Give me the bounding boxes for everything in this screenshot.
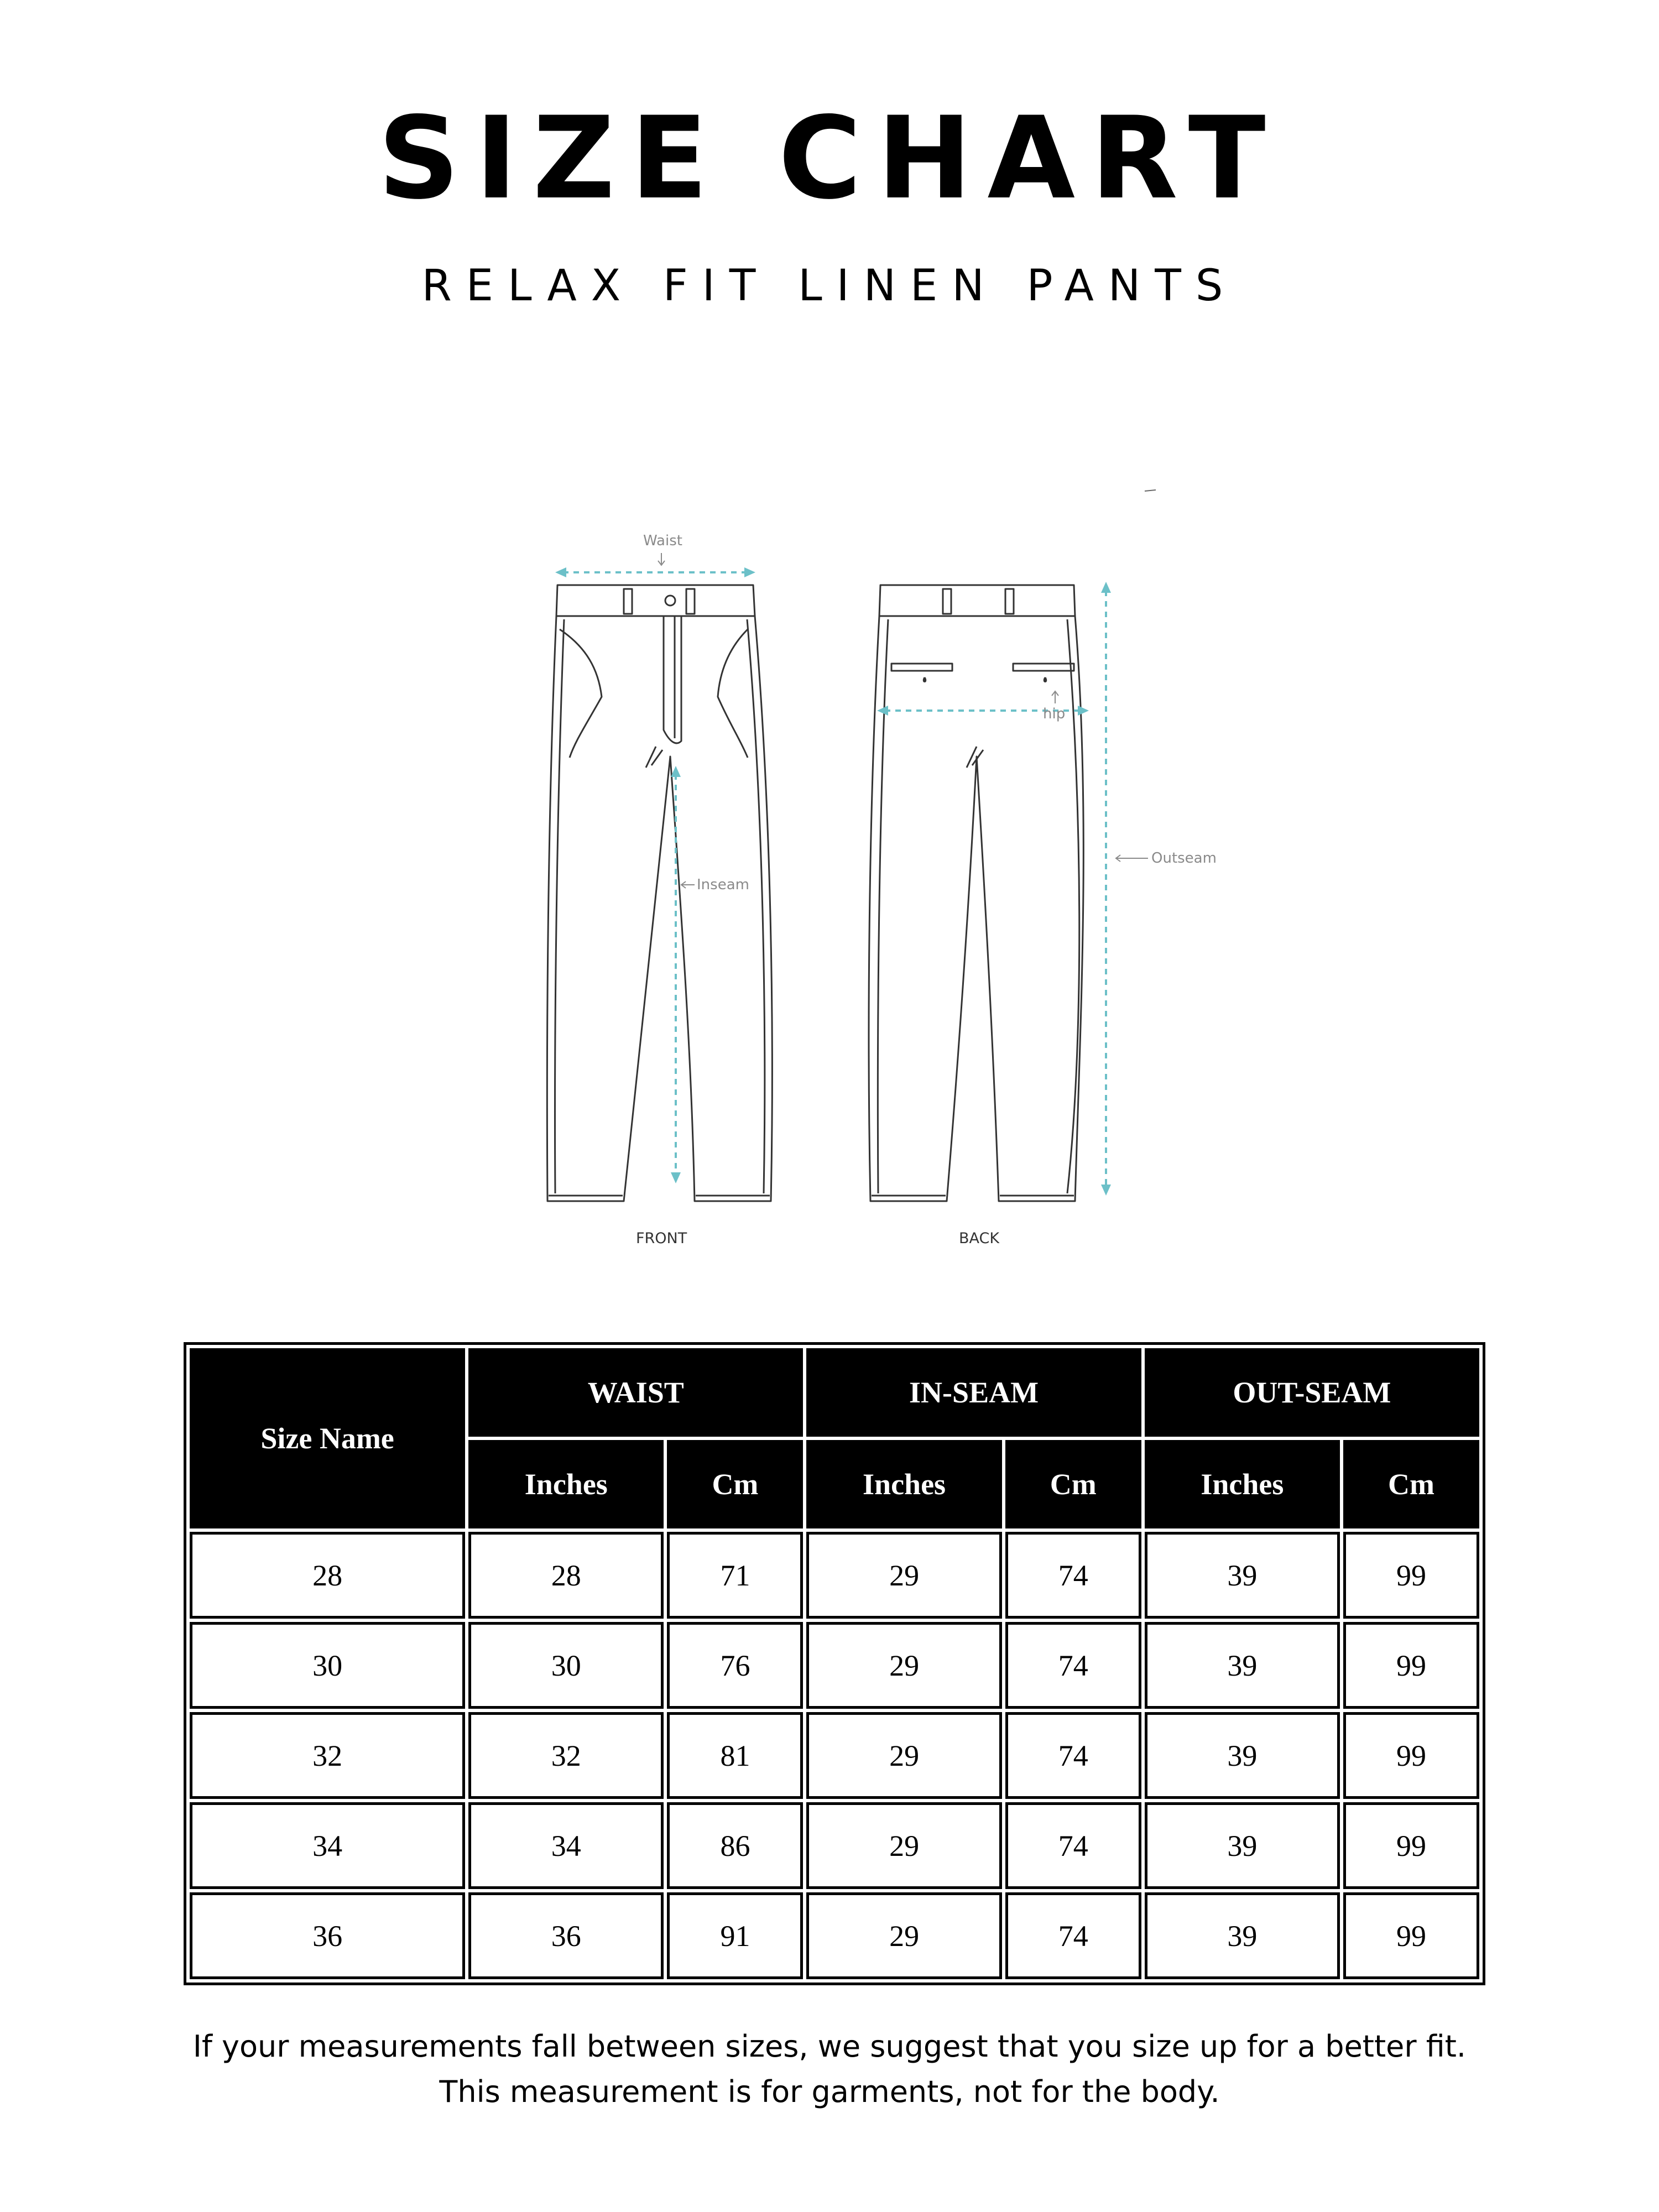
waist-cm-cell: 81 [667, 1712, 803, 1799]
waist-inches-cell: 28 [468, 1532, 664, 1619]
outseam-inches-header: Inches [1145, 1440, 1340, 1528]
waist-inches-cell: 32 [468, 1712, 664, 1799]
outseam-cm-cell: 99 [1343, 1532, 1479, 1619]
outseam-inches-cell: 39 [1145, 1712, 1340, 1799]
inseam-inches-cell: 29 [806, 1802, 1001, 1889]
waist-cm-cell: 91 [667, 1892, 803, 1979]
outseam-inches-cell: 39 [1145, 1802, 1340, 1889]
size-name-header: Size Name [190, 1348, 465, 1528]
size-table-header [190, 1348, 1479, 1528]
outseam-cm-cell: 99 [1343, 1892, 1479, 1979]
size-cell: 36 [190, 1892, 465, 1979]
inseam-cm-cell: 74 [1005, 1712, 1141, 1799]
back-view-label: BACK [959, 1230, 1000, 1247]
front-pants-drawing [547, 585, 772, 1201]
waist-label: Waist [643, 533, 682, 549]
inseam-inches-cell: 29 [806, 1892, 1001, 1979]
inseam-inches-cell: 29 [806, 1622, 1001, 1709]
size-cell: 34 [190, 1802, 465, 1889]
outseam-cm-cell: 99 [1343, 1712, 1479, 1799]
inseam-cm-cell: 74 [1005, 1892, 1141, 1979]
waist-inches-cell: 34 [468, 1802, 664, 1889]
inseam-cm-header: Cm [1005, 1440, 1141, 1528]
waist-inches-cell: 36 [468, 1892, 664, 1979]
inseam-group-header: IN-SEAM [806, 1348, 1141, 1437]
page-title: SIZE CHART [378, 93, 1281, 225]
waist-cm-header: Cm [667, 1440, 803, 1528]
size-cell: 28 [190, 1532, 465, 1619]
outseam-inches-cell: 39 [1145, 1622, 1340, 1709]
table-row [190, 1622, 1479, 1709]
size-cell: 32 [190, 1712, 465, 1799]
pants-diagram [0, 487, 1659, 1272]
fit-note-line-2: This measurement is for garments, not for the body. [439, 2074, 1220, 2109]
waist-inches-cell: 30 [468, 1622, 664, 1709]
hip-label: hip [1043, 706, 1066, 722]
inseam-inches-header: Inches [806, 1440, 1001, 1528]
outseam-group-header: OUT-SEAM [1145, 1348, 1479, 1437]
table-row [190, 1892, 1479, 1979]
outseam-label: Outseam [1151, 850, 1217, 867]
fit-note-line-1: If your measurements fall between sizes, we suggest that you size up for a better fit. [192, 2029, 1467, 2064]
table-row [190, 1802, 1479, 1889]
inseam-cm-cell: 74 [1005, 1622, 1141, 1709]
waist-inches-header: Inches [468, 1440, 664, 1528]
waist-cm-cell: 86 [667, 1802, 803, 1889]
inseam-inches-cell: 29 [806, 1712, 1001, 1799]
size-cell: 30 [190, 1622, 465, 1709]
waist-group-header: WAIST [468, 1348, 803, 1437]
inseam-inches-cell: 29 [806, 1532, 1001, 1619]
outseam-cm-cell: 99 [1343, 1802, 1479, 1889]
outseam-cm-cell: 99 [1343, 1622, 1479, 1709]
front-view-label: FRONT [636, 1230, 687, 1247]
pants-illustration [0, 487, 1659, 1272]
outseam-cm-header: Cm [1343, 1440, 1479, 1528]
outseam-inches-cell: 39 [1145, 1892, 1340, 1979]
inseam-cm-cell: 74 [1005, 1532, 1141, 1619]
outseam-inches-cell: 39 [1145, 1532, 1340, 1619]
inseam-label: Inseam [697, 877, 749, 893]
table-row [190, 1712, 1479, 1799]
waist-cm-cell: 71 [667, 1532, 803, 1619]
inseam-cm-cell: 74 [1005, 1802, 1141, 1889]
table-row [190, 1532, 1479, 1619]
waist-cm-cell: 76 [667, 1622, 803, 1709]
back-pants-drawing [869, 585, 1083, 1201]
fit-note [0, 2024, 1659, 2115]
product-subtitle: RELAX FIT LINEN PANTS [421, 261, 1238, 311]
size-table [184, 1342, 1485, 1985]
